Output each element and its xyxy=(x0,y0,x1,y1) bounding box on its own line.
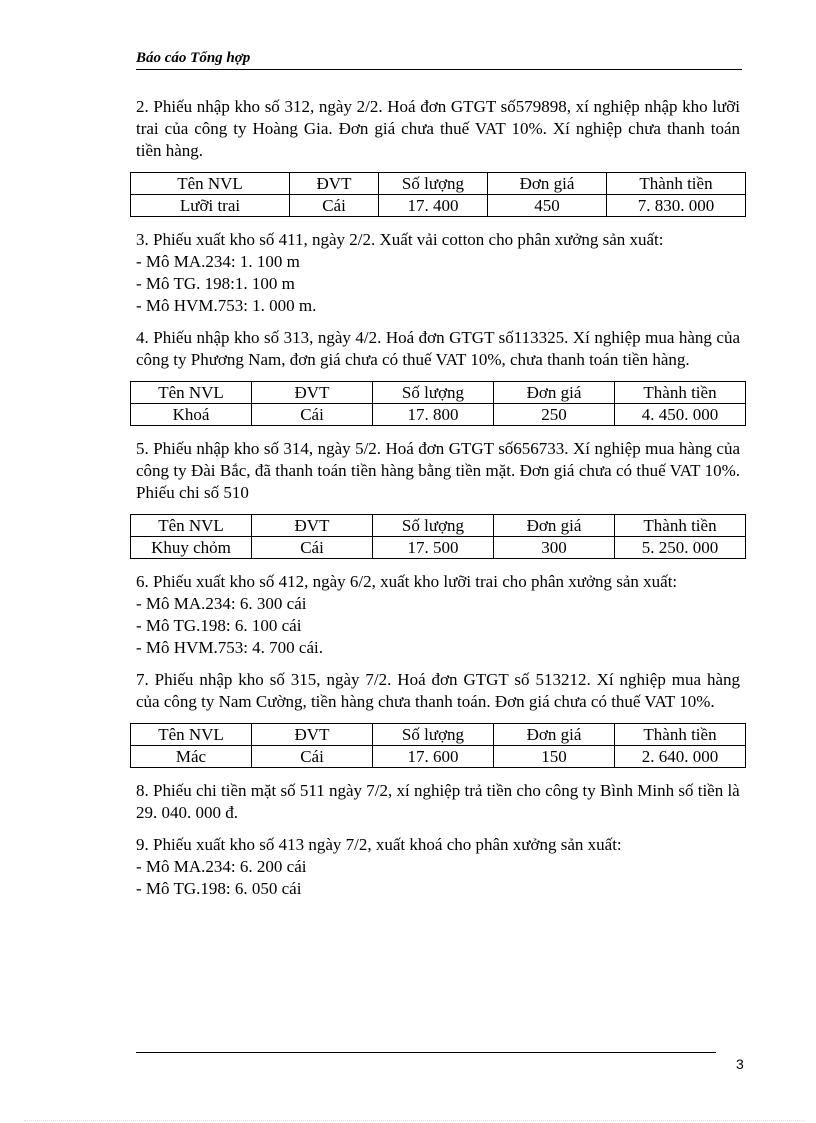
entry-text: 6. Phiếu xuất kho số 412, ngày 6/2, xuất kho lưỡi trai cho phân xưởng sản xuất: xyxy=(136,572,678,591)
entry-3 xyxy=(136,229,740,317)
entry-2 xyxy=(136,96,740,217)
table-header: ĐVT xyxy=(252,724,373,746)
table-row xyxy=(131,195,746,217)
table-cell: 17. 400 xyxy=(379,195,488,217)
entry-5 xyxy=(136,438,740,559)
footer-divider xyxy=(136,1052,716,1053)
table-header: ĐVT xyxy=(290,173,379,195)
table-cell: 2. 640. 000 xyxy=(615,746,746,768)
table-header: Thành tiền xyxy=(615,515,746,537)
table-header-row xyxy=(131,382,746,404)
page-number: 3 xyxy=(736,1056,744,1072)
entry-8 xyxy=(136,780,740,824)
table-row xyxy=(131,404,746,426)
table-header: ĐVT xyxy=(252,515,373,537)
table-header: Đơn giá xyxy=(494,515,615,537)
table-header-row xyxy=(131,724,746,746)
list-item: - Mô MA.234: 6. 200 cái xyxy=(136,857,307,876)
table-cell: Cái xyxy=(252,404,373,426)
table-cell: 4. 450. 000 xyxy=(615,404,746,426)
table-header: Số lượng xyxy=(373,515,494,537)
list-item: - Mô HVM.753: 1. 000 m. xyxy=(136,296,317,315)
list-item: - Mô MA.234: 1. 100 m xyxy=(136,252,300,271)
table-header: Đơn giá xyxy=(494,724,615,746)
entry-text: 8. Phiếu chi tiền mặt số 511 ngày 7/2, xí nghiệp trả tiền cho công ty Bình Minh số tiền là 29. 040. 000 đ. xyxy=(136,781,740,822)
table-cell: 450 xyxy=(488,195,607,217)
table-cell: Cái xyxy=(252,746,373,768)
table-cell: 17. 500 xyxy=(373,537,494,559)
table-row xyxy=(131,537,746,559)
table-row xyxy=(131,746,746,768)
table-header: Đơn giá xyxy=(494,382,615,404)
table-cell: 7. 830. 000 xyxy=(607,195,746,217)
page-edge-divider xyxy=(24,1120,804,1121)
list-item: - Mô TG.198: 6. 050 cái xyxy=(136,879,302,898)
page-header: Báo cáo Tổng hợp xyxy=(136,50,742,70)
table-header: Tên NVL xyxy=(131,173,290,195)
table-cell: 17. 600 xyxy=(373,746,494,768)
table-cell: 150 xyxy=(494,746,615,768)
table-header: Đơn giá xyxy=(488,173,607,195)
table-header-row xyxy=(131,515,746,537)
entry-6 xyxy=(136,571,740,659)
table-cell: Khuy chỏm xyxy=(131,537,252,559)
table-header-row xyxy=(131,173,746,195)
list-item: - Mô TG. 198:1. 100 m xyxy=(136,274,295,293)
entry-text: 4. Phiếu nhập kho số 313, ngày 4/2. Hoá đơn GTGT số113325. Xí nghiệp mua hàng của công ty Phương Nam, đơn giá chưa có thuế VAT 10%, chưa thanh toán tiền hàng. xyxy=(136,328,740,369)
material-table xyxy=(130,381,746,426)
entry-4 xyxy=(136,327,740,426)
material-table xyxy=(130,723,746,768)
table-cell: Mác xyxy=(131,746,252,768)
entry-text: 5. Phiếu nhập kho số 314, ngày 5/2. Hoá đơn GTGT số656733. Xí nghiệp mua hàng của công ty Đài Bắc, đã thanh toán tiền hàng bằng tiền mặt. Đơn giá chưa có thuế VAT 10%. Phiếu chi số 510 xyxy=(136,439,740,502)
list-item: - Mô TG.198: 6. 100 cái xyxy=(136,616,302,635)
list-item: - Mô HVM.753: 4. 700 cái. xyxy=(136,638,323,657)
table-header: Tên NVL xyxy=(131,724,252,746)
table-header: Số lượng xyxy=(373,724,494,746)
table-header: Số lượng xyxy=(373,382,494,404)
entry-9 xyxy=(136,834,740,900)
entry-text: 7. Phiếu nhập kho số 315, ngày 7/2. Hoá đơn GTGT số 513212. Xí nghiệp mua hàng của công ty Nam Cường, tiền hàng chưa thanh toán. Đơn giá chưa có thuế VAT 10%. xyxy=(136,670,740,711)
table-header: Thành tiền xyxy=(615,724,746,746)
entry-text: 3. Phiếu xuất kho số 411, ngày 2/2. Xuất vải cotton cho phân xưởng sản xuất: xyxy=(136,230,664,249)
table-header: ĐVT xyxy=(252,382,373,404)
table-header: Thành tiền xyxy=(615,382,746,404)
table-header: Thành tiền xyxy=(607,173,746,195)
table-cell: 300 xyxy=(494,537,615,559)
list-item: - Mô MA.234: 6. 300 cái xyxy=(136,594,307,613)
table-header: Tên NVL xyxy=(131,515,252,537)
table-cell: Khoá xyxy=(131,404,252,426)
material-table xyxy=(130,172,746,217)
material-table xyxy=(130,514,746,559)
document-body xyxy=(136,96,740,910)
entry-text: 2. Phiếu nhập kho số 312, ngày 2/2. Hoá đơn GTGT số579898, xí nghiệp nhập kho lưỡi trai của công ty Hoàng Gia. Đơn giá chưa thuế VAT 10%. Xí nghiệp chưa thanh toán tiền hàng. xyxy=(136,97,740,160)
table-cell: Lưỡi trai xyxy=(131,195,290,217)
table-header: Số lượng xyxy=(379,173,488,195)
entry-text: 9. Phiếu xuất kho số 413 ngày 7/2, xuất khoá cho phân xưởng sản xuất: xyxy=(136,835,622,854)
table-cell: Cái xyxy=(290,195,379,217)
table-cell: 250 xyxy=(494,404,615,426)
entry-7 xyxy=(136,669,740,768)
table-cell: 5. 250. 000 xyxy=(615,537,746,559)
table-cell: Cái xyxy=(252,537,373,559)
table-cell: 17. 800 xyxy=(373,404,494,426)
table-header: Tên NVL xyxy=(131,382,252,404)
